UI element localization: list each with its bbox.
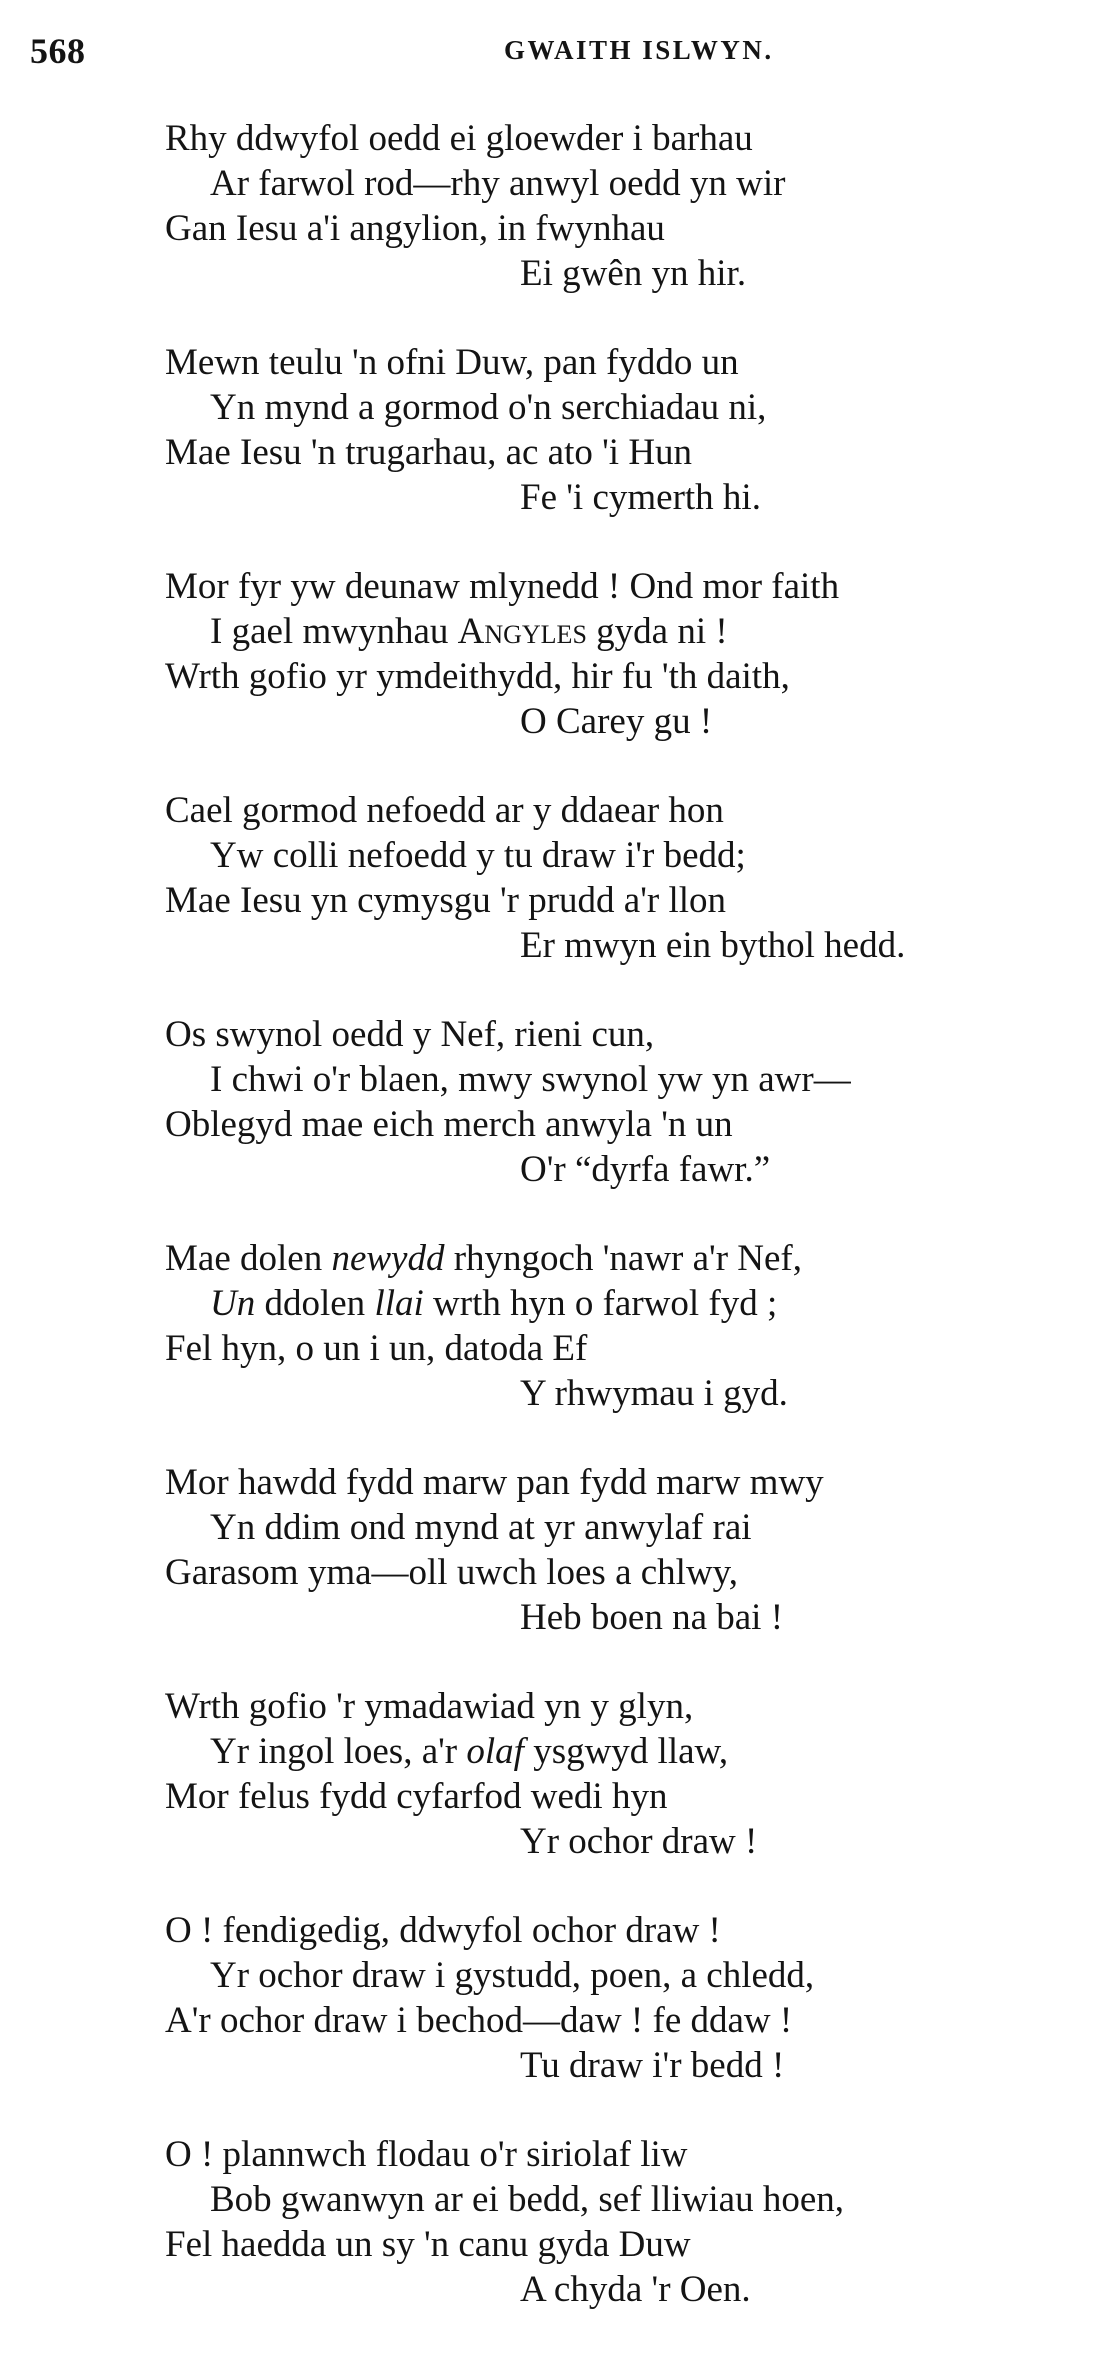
verse-line: A chyda 'r Oen. — [520, 2269, 751, 2310]
italic-word: llai — [374, 1283, 424, 1324]
verse-line: Yr ochor draw ! — [520, 1821, 758, 1862]
stanza-3 — [165, 564, 1085, 788]
verse-line: Mor felus fydd cyfarfod wedi hyn — [165, 1776, 668, 1817]
verse-line — [165, 1729, 1085, 1774]
poem — [165, 116, 1085, 2356]
verse-line: Fel haedda un sy 'n canu gyda Duw — [165, 2224, 691, 2265]
verse-line: Wrth gofio 'r ymadawiad yn y glyn, — [165, 1686, 694, 1727]
verse-line: Ar farwol rod—rhy anwyl oedd yn wir — [210, 163, 786, 204]
stanza-9 — [165, 1908, 1085, 2132]
verse-line: Mewn teulu 'n ofni Duw, pan fyddo un — [165, 342, 739, 383]
stanza-10 — [165, 2132, 1085, 2356]
verse-text: Yr ingol loes, a'r — [210, 1731, 467, 1772]
verse-line: Bob gwanwyn ar ei bedd, sef lliwiau hoen, — [210, 2179, 844, 2220]
verse-line: Er mwyn ein bythol hedd. — [520, 925, 906, 966]
verse-line: Oblegyd mae eich merch anwyla 'n un — [165, 1104, 733, 1145]
verse-line: Heb boen na bai ! — [520, 1597, 784, 1638]
verse-line: Yr ochor draw i gystudd, poen, a chledd, — [210, 1955, 815, 1996]
stanza-1 — [165, 116, 1085, 340]
stanza-8 — [165, 1684, 1085, 1908]
verse-line — [165, 1281, 1085, 1326]
stanza-2 — [165, 340, 1085, 564]
verse-line: Ei gwên yn hir. — [520, 253, 747, 294]
verse-line: Os swynol oedd y Nef, rieni cun, — [165, 1014, 655, 1055]
verse-line: Mae Iesu yn cymysgu 'r prudd a'r llon — [165, 880, 727, 921]
italic-word: olaf — [466, 1731, 524, 1772]
verse-line: Cael gormod nefoedd ar y ddaear hon — [165, 790, 724, 831]
verse-text: ysgwyd llaw, — [523, 1731, 729, 1772]
stanza-6 — [165, 1236, 1085, 1460]
verse-line: Mae Iesu 'n trugarhau, ac ato 'i Hun — [165, 432, 693, 473]
verse-line: Yn ddim ond mynd at yr anwylaf rai — [210, 1507, 752, 1548]
stanza-4 — [165, 788, 1085, 1012]
verse-text: Mae dolen — [165, 1238, 332, 1279]
verse-line: Wrth gofio yr ymdeithydd, hir fu 'th daith, — [165, 656, 790, 697]
italic-word: newydd — [331, 1238, 445, 1279]
verse-line: Garasom yma—oll uwch loes a chlwy, — [165, 1552, 739, 1593]
verse-line: Y rhwymau i gyd. — [520, 1373, 788, 1414]
verse-line: O ! fendigedig, ddwyfol ochor draw ! — [165, 1910, 721, 1951]
verse-line: I chwi o'r blaen, mwy swynol yw yn awr— — [210, 1059, 851, 1100]
verse-text: rhyngoch 'nawr a'r Nef, — [444, 1238, 802, 1279]
small-caps-name: Angyles — [457, 611, 587, 652]
stanza-5 — [165, 1012, 1085, 1236]
verse-line: O ! plannwch flodau o'r siriolaf liw — [165, 2134, 688, 2175]
verse-line — [165, 1236, 1085, 1281]
verse-line: Rhy ddwyfol oedd ei gloewder i barhau — [165, 118, 753, 159]
verse-line: Mor hawdd fydd marw pan fydd marw mwy — [165, 1462, 824, 1503]
verse-text: I gael mwynhau — [210, 611, 458, 652]
verse-line: Yn mynd a gormod o'n serchiadau ni, — [210, 387, 767, 428]
italic-word: Un — [210, 1283, 256, 1324]
verse-line: Fel hyn, o un i un, datoda Ef — [165, 1328, 588, 1369]
verse-text: ddolen — [255, 1283, 375, 1324]
running-title: GWAITH ISLWYN. — [504, 35, 774, 65]
verse-line: Yw colli nefoedd y tu draw i'r bedd; — [210, 835, 746, 876]
verse-line: O Carey gu ! — [520, 701, 713, 742]
verse-line: A'r ochor draw i bechod—daw ! fe ddaw ! — [165, 2000, 793, 2041]
verse-line: Gan Iesu a'i angylion, in fwynhau — [165, 208, 665, 249]
verse-line — [165, 609, 1085, 654]
stanza-7 — [165, 1460, 1085, 1684]
page-number: 568 — [30, 31, 86, 71]
verse-line: Fe 'i cymerth hi. — [520, 477, 761, 518]
verse-text: wrth hyn o farwol fyd ; — [423, 1283, 778, 1324]
verse-line: O'r “dyrfa fawr.” — [520, 1149, 771, 1190]
verse-line: Tu draw i'r bedd ! — [520, 2045, 785, 2086]
verse-text: gyda ni ! — [586, 611, 728, 652]
verse-line: Mor fyr yw deunaw mlynedd ! Ond mor faith — [165, 566, 840, 607]
